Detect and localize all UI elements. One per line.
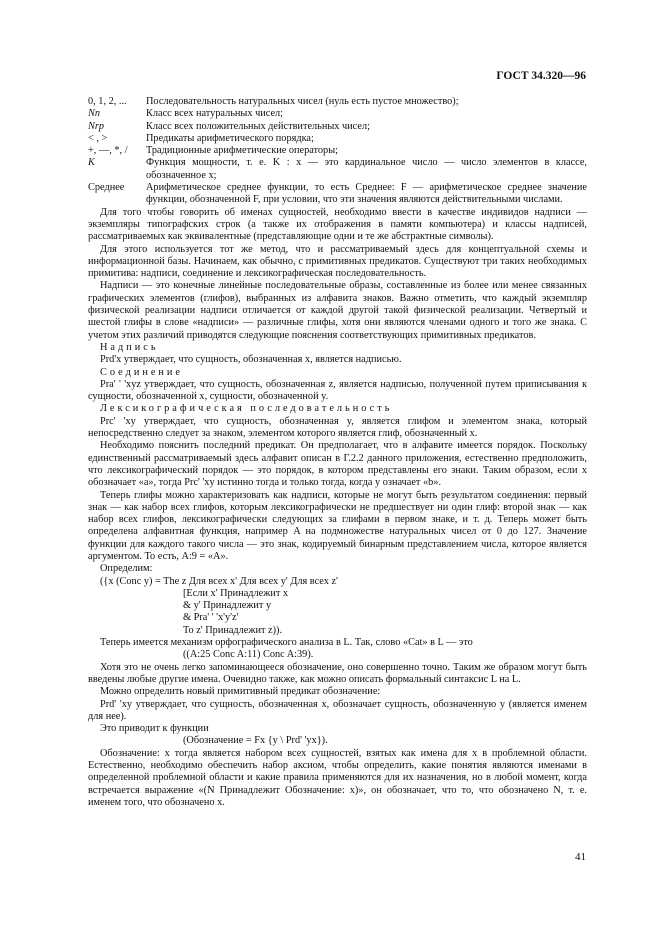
def-term: Nrp bbox=[88, 120, 105, 132]
def-term: < , > bbox=[88, 132, 108, 144]
paragraph: Prd'x утверждает, что сущность, обозначенная x, является надписью. bbox=[100, 354, 402, 366]
page-number: 41 bbox=[575, 851, 586, 863]
paragraph: Prd' 'xy утверждает, что сущность, обозначенная x, обозначает сущность, обозначенную y (является именем для нее). bbox=[88, 698, 587, 722]
def-desc: Арифметическое среднее функции, то есть Среднее: F — арифметическое среднее значение функции, обозначенной F, при условии, что эти значения являются действительными числами. bbox=[146, 182, 587, 206]
paragraph: Определим: bbox=[100, 563, 153, 575]
definition-row bbox=[88, 121, 587, 133]
formula-line: [Если x' Принадлежит x bbox=[183, 587, 289, 599]
def-desc: Класс всех натуральных чисел; bbox=[146, 108, 284, 120]
paragraph: Это приводит к функции bbox=[100, 723, 209, 735]
paragraph: Для того чтобы говорить об именах сущностей, необходимо ввести в качестве индивидов надписи — экземпляры типографских строк (а также их отображения в памяти компьютера) и классы надписей, рассматриваемых как эквивалентные (представляющие одни и те же абстрактные символы). bbox=[88, 206, 587, 243]
def-term: Среднее bbox=[88, 182, 125, 194]
def-desc: Традиционные арифметические операторы; bbox=[146, 145, 338, 157]
paragraph: Надписи — это конечные линейные последовательные образы, составленные из более или менее связанных графических элементов (глифов), выбранных из алфавита знаков. Важно отметить, что каждый экземпляр физической реализации надписи отличается от каждой другой такой физической реализации. Четвертый и шестой глифы в слове «надписи» — различные глифы, хотя они являются членами одного и того же знака. С учетом этих различий приводятся следующие пояснения соответствующих примитивных предикатов. bbox=[88, 280, 587, 341]
def-desc: Последовательность натуральных чисел (нуль есть пустое множество); bbox=[146, 96, 459, 107]
formula-line: ({x (Conc y) = The z Для всех x' Для всех y' Для всех z' bbox=[100, 575, 338, 587]
def-desc: Класс всех положительных действительных чисел; bbox=[146, 120, 370, 132]
section-title: Соединение bbox=[100, 366, 183, 378]
definition-row bbox=[88, 157, 587, 182]
formula-line: То z' Принадлежит z)). bbox=[183, 624, 283, 636]
formula-line: & y' Принадлежит y bbox=[183, 600, 272, 612]
definition-row bbox=[88, 96, 587, 108]
formula-line: & Pra' ' 'x'y'z' bbox=[183, 612, 239, 624]
def-desc: Предикаты арифметического порядка; bbox=[146, 132, 314, 144]
paragraph: Теперь глифы можно характеризовать как надписи, которые не могут быть результатом соединения: первый знак — как набор всех глифов, которым лексикографически не предшествует ни один глиф: второй знак — как набор всех глифов, лексикографически следующих за глифами в первом знаке, и т. д. Теперь может быть определена алфавитная функция, например A на подмножестве натуральных чисел от 0 до 127. Значение функции для каждого такого числа — это знак, кодируемый бинарным представлением числа, которое является аргументом. То есть, A:9 = «A». bbox=[88, 489, 587, 562]
section-title: Надпись bbox=[100, 341, 159, 353]
definition-row bbox=[88, 133, 587, 145]
paragraph: Можно определить новый примитивный предикат обозначение: bbox=[100, 686, 381, 698]
def-desc: Функция мощности, т. е. K : x — это кардинальное число — число элементов в классе, обозначенное x; bbox=[146, 157, 587, 181]
definitions-list bbox=[88, 96, 587, 207]
paragraph: Хотя это не очень легко запоминающееся обозначение, оно совершенно точно. Таким же образом могут быть введены любые другие имена. Очевидно также, как можно описать формальный синтаксис L на L. bbox=[88, 661, 587, 685]
paragraph: Для этого используется тот же метод, что и рассматриваемый здесь для концептуальной схемы и информационной базы. Начинаем, как обычно, с примитивных предикатов. Существуют три таких необходимых примитива: надписи, соединение и лексикографическая последовательность. bbox=[88, 243, 587, 280]
page-header: ГОСТ 34.320—96 bbox=[496, 70, 586, 82]
formula-line: (Обозначение = Fx {y \ Prd' 'yx}). bbox=[183, 735, 328, 747]
formula-line: Теперь имеется механизм орфографического анализа в L. Так, слово «Cat» в L — это bbox=[100, 637, 473, 649]
def-term: 0, 1, 2, ... bbox=[88, 96, 127, 107]
paragraph: Pra' ' 'xyz утверждает, что сущность, обозначенная z, является надписью, полученной путем приписывания к сущности, обозначенной x, сущности, обозначенной y. bbox=[88, 378, 587, 403]
definition-row bbox=[88, 108, 587, 120]
paragraph: Обозначение: x тогда является набором всех сущностей, взятых как имена для x в проблемной области. Естественно, необходимо обеспечить набор аксиом, чтобы определить, какие понятия являются именами в определенной проблемной области и какие правила применяются для их назначения, но в любой момент, когда встречается выражение «(N Принадлежит Обозначение: x)», он обозначает, что то, что обозначено N, т. е. именем того, что обозначено x. bbox=[88, 747, 587, 808]
paragraph: Prc' 'xy утверждает, что сущность, обозначенная y, является глифом и элементом знака, который непосредственно следует за знаком, элементом которого является глиф, обозначенный x. bbox=[88, 415, 587, 440]
def-term: K bbox=[88, 157, 95, 169]
definition-row bbox=[88, 145, 587, 157]
page-body bbox=[88, 96, 587, 809]
definition-row bbox=[88, 182, 587, 207]
formula-line: ((A:25 Conc A:11) Conc A:39). bbox=[183, 649, 314, 661]
def-term: +, —, *, / bbox=[88, 145, 128, 157]
section-title: Лексикографическая последовательность bbox=[100, 403, 393, 415]
def-term: Nn bbox=[88, 108, 101, 120]
paragraph: Необходимо пояснить последний предикат. Он предполагает, что в алфавите имеется порядок. Поскольку единственный рассматриваемый здесь алфавит описан в Г.2.2 данного приложения, естественно предположить, что лексикографический порядок — это порядок, в котором представлены его знаки. Таким образом, если x обозначает «a», тогда Prc' 'xy истинно тогда и только тогда, когда y означает «b». bbox=[88, 440, 587, 489]
